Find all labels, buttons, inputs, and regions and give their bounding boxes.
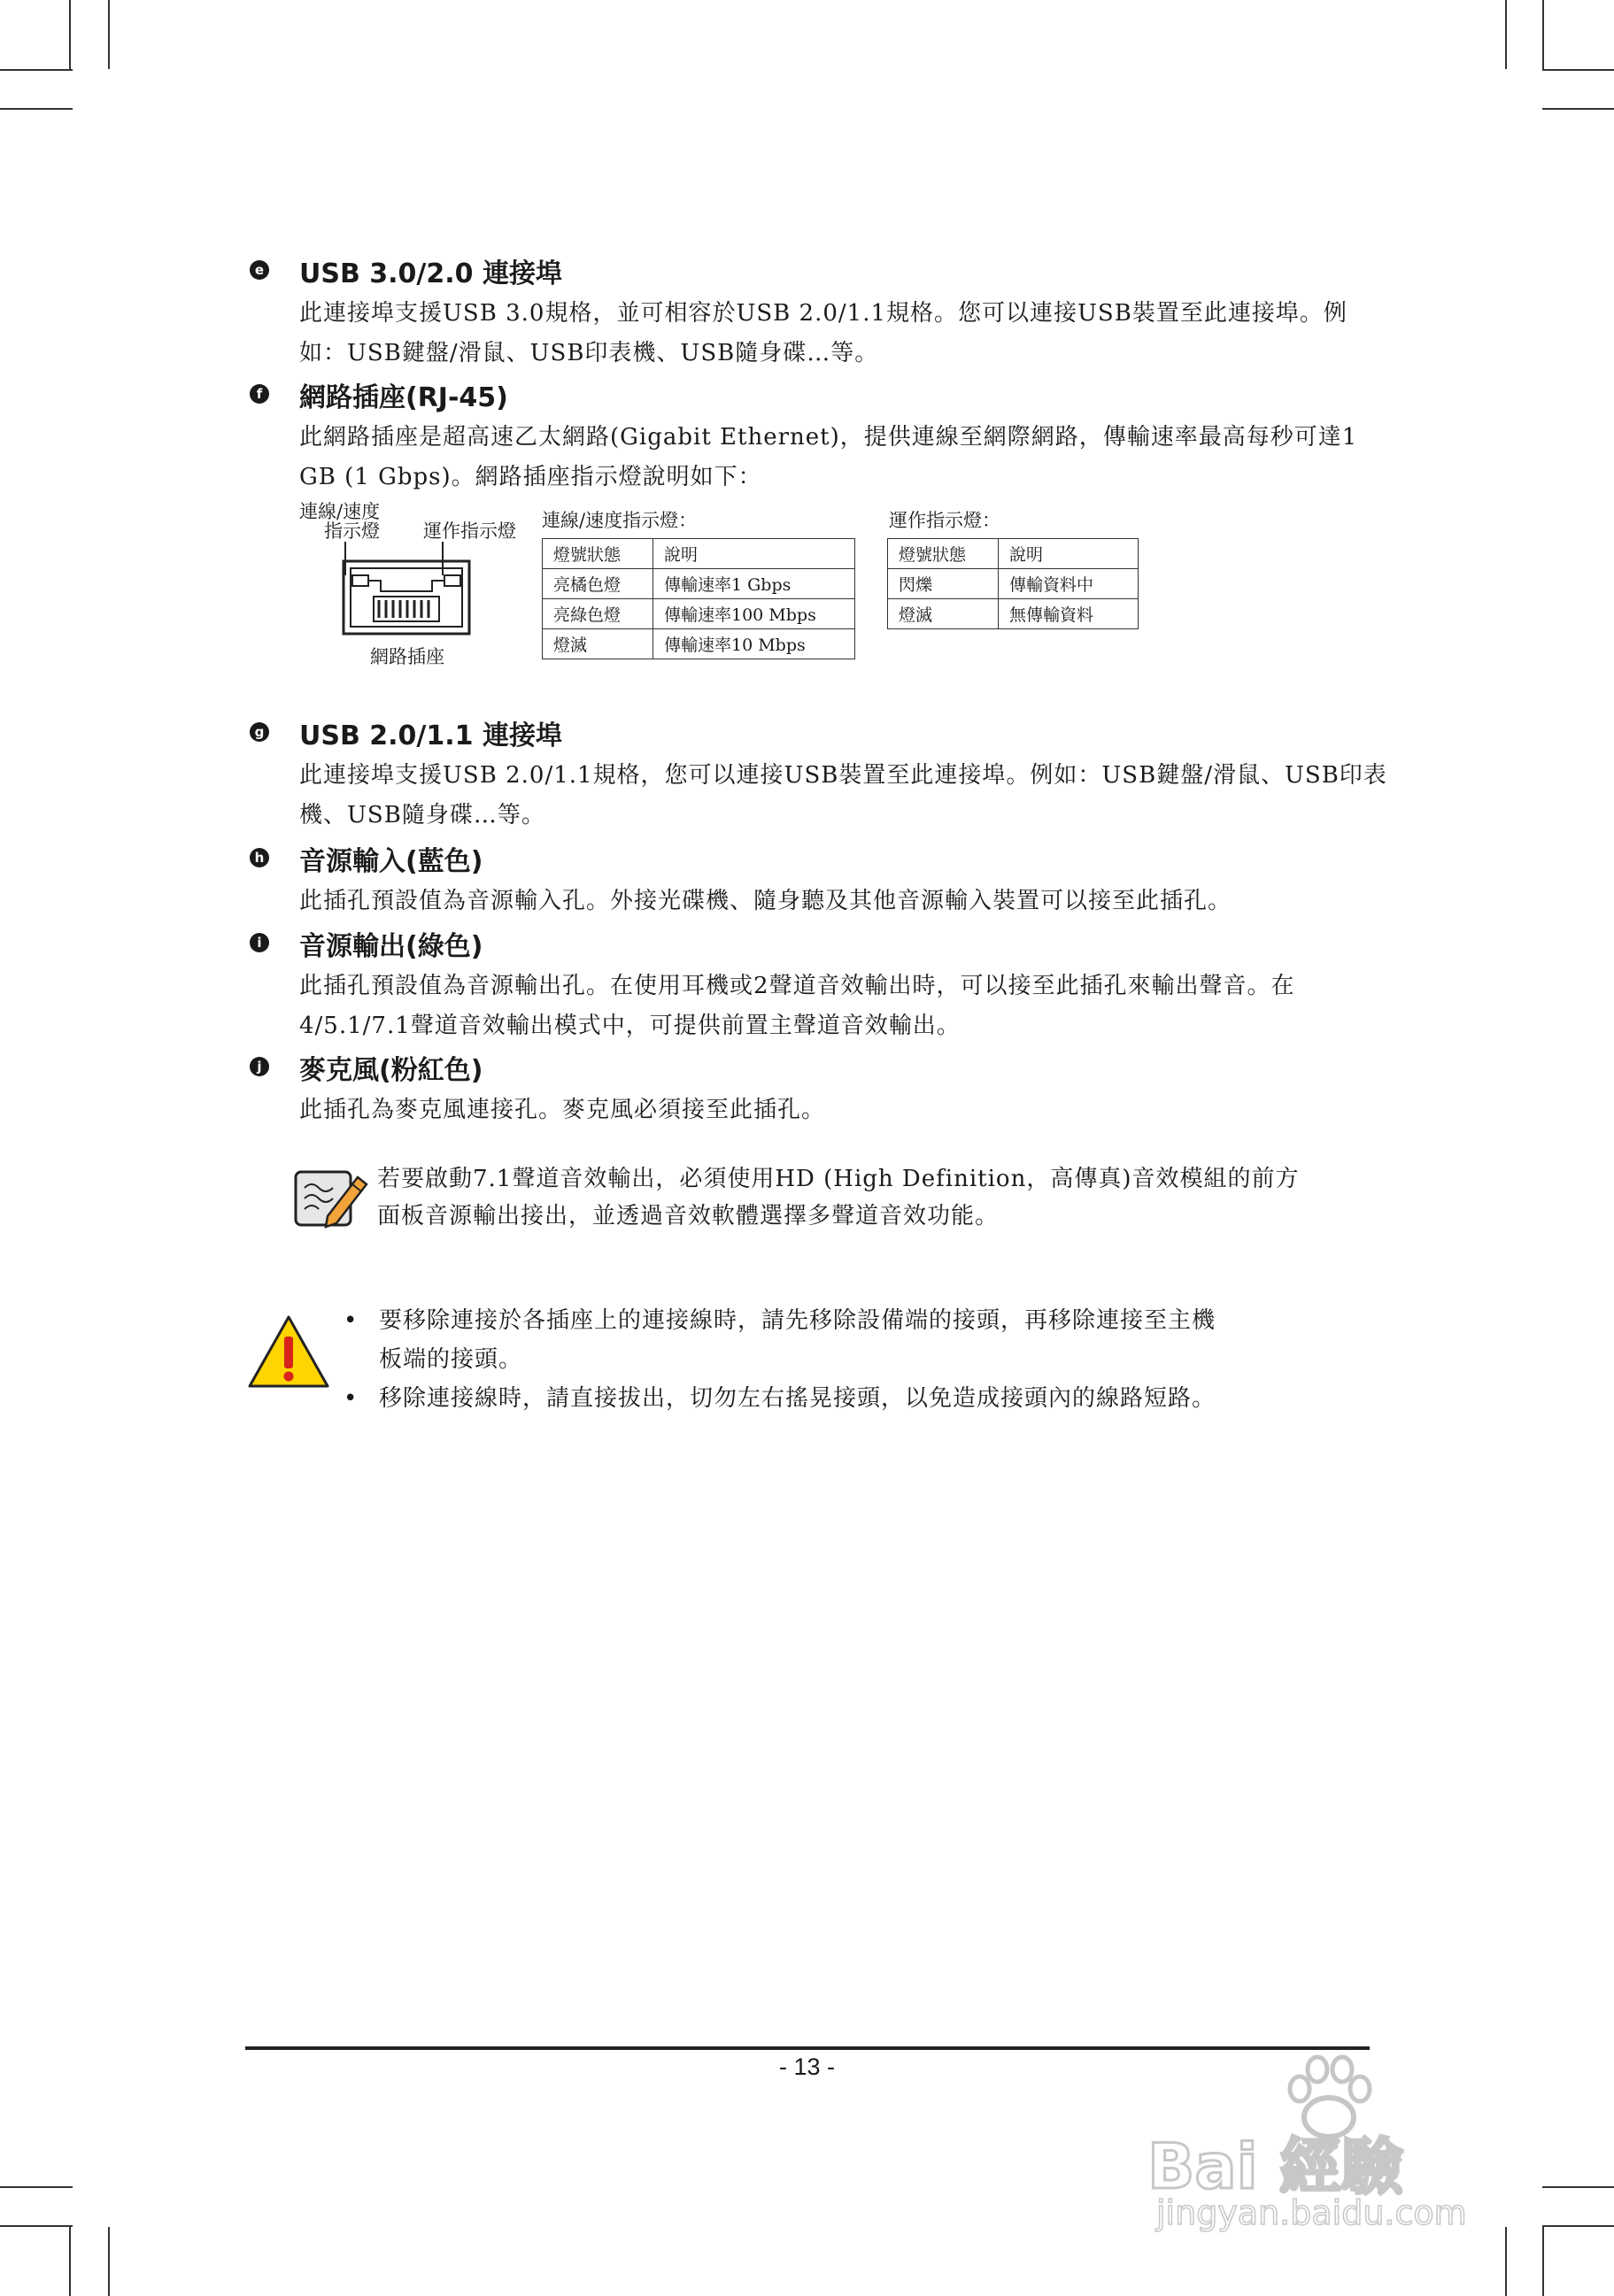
footer-rule — [245, 2046, 1370, 2050]
crop-mark — [108, 2227, 110, 2296]
section-title: 音源輸入(藍色) — [299, 846, 483, 877]
crop-mark — [1542, 2227, 1544, 2296]
note-text — [377, 1160, 1378, 1235]
crop-mark — [1542, 2225, 1614, 2227]
crop-mark — [1542, 0, 1544, 69]
warning-triangle-icon — [246, 1314, 331, 1391]
section-body: 此插孔預設值為音源輸入孔。外接光碟機、隨身聽及其他音源輸入裝置可以接至此插孔。 — [299, 888, 1232, 914]
warning-item — [344, 1379, 1379, 1418]
table-row — [888, 569, 1139, 599]
section-body: 此網路插座是超高速乙太網路(Gigabit Ethernet)，提供連線至網際網路，傳輸速率最高每秒可達1 GB (1 Gbps)。網路插座指示燈說明如下： — [299, 424, 1358, 490]
table-cell: 傳輸資料中 — [999, 569, 1139, 599]
link-speed-led-label: 連線/速度 — [299, 501, 381, 522]
section-title: USB 3.0/2.0 連接埠 — [299, 258, 562, 289]
table-cell: 亮綠色燈 — [543, 599, 653, 629]
section-line-out — [250, 924, 1392, 1046]
note-line: 若要啟動7.1聲道音效輸出，必須使用HD (High Definition，高傳真)音效模組的前方 — [377, 1166, 1300, 1192]
table-row — [888, 599, 1139, 629]
watermark-url: jingyan.baidu.com — [1156, 2193, 1467, 2232]
crop-mark — [1505, 0, 1507, 69]
warning-line: 要移除連接於各插座上的連接線時，請先移除設備端的接頭，再移除連接至主機 — [379, 1307, 1216, 1334]
section-body: 此插孔預設值為音源輸出孔。在使用耳機或2聲道音效輸出時，可以接至此插孔來輸出聲音。在4/5.1/7.1聲道音效輸出模式中，可提供前置主聲道音效輸出。 — [299, 973, 1295, 1039]
table-header: 燈號狀態 — [543, 539, 653, 569]
table-row — [543, 599, 855, 629]
section-marker: g — [250, 722, 269, 742]
activity-led-table — [887, 538, 1139, 629]
note-line: 面板音源輸出接出，並透過音效軟體選擇多聲道音效功能。 — [377, 1203, 1000, 1229]
port-label: 網路插座 — [370, 646, 444, 667]
table-row — [543, 629, 855, 659]
page-number: - 13 - — [778, 2053, 836, 2080]
warning-line: 移除連接線時，請直接拔出，切勿左右搖晃接頭，以免造成接頭內的線路短路。 — [379, 1385, 1216, 1412]
crop-mark — [0, 108, 73, 110]
crop-mark — [1542, 108, 1614, 110]
section-rj45 — [250, 375, 1392, 497]
table-cell: 燈滅 — [888, 599, 999, 629]
section-line-in — [250, 839, 1392, 921]
section-mic-in — [250, 1048, 1392, 1130]
section-marker: h — [250, 848, 269, 867]
table-header-row — [888, 539, 1139, 569]
section-title: 麥克風(粉紅色) — [299, 1055, 483, 1086]
section-title: 網路插座(RJ-45) — [299, 382, 508, 413]
table-cell: 閃爍 — [888, 569, 999, 599]
crop-mark — [1542, 69, 1614, 71]
link-led-table — [542, 538, 855, 659]
crop-mark — [0, 69, 73, 71]
bullet-dot: • — [344, 1385, 359, 1412]
table-row — [543, 569, 855, 599]
section-marker: i — [250, 933, 269, 952]
section-marker: e — [250, 260, 269, 280]
table-cell: 無傳輸資料 — [999, 599, 1139, 629]
section-marker: j — [250, 1057, 269, 1076]
rj45-diagram — [292, 497, 540, 683]
table-header: 說明 — [999, 539, 1139, 569]
activity-led-label: 運作指示燈 — [423, 520, 516, 542]
table-cell: 傳輸速率100 Mbps — [653, 599, 855, 629]
watermark-brand: Bai 經驗 — [1147, 2130, 1403, 2203]
crop-mark — [0, 2186, 73, 2188]
table-cell: 傳輸速率10 Mbps — [653, 629, 855, 659]
section-body: 此插孔為麥克風連接孔。麥克風必須接至此插孔。 — [299, 1097, 826, 1123]
table-header-row — [543, 539, 855, 569]
table-header: 說明 — [653, 539, 855, 569]
table-cell: 燈滅 — [543, 629, 653, 659]
table-header: 燈號狀態 — [888, 539, 999, 569]
activity-table-caption: 運作指示燈： — [889, 510, 1000, 531]
section-body: 此連接埠支援USB 2.0/1.1規格，您可以連接USB裝置至此連接埠。例如：USB鍵盤/滑鼠、USB印表機、USB隨身碟…等。 — [299, 762, 1387, 828]
crop-mark — [108, 0, 110, 69]
bullet-dot: • — [344, 1307, 359, 1334]
crop-mark — [69, 2227, 71, 2296]
section-body: 此連接埠支援USB 3.0規格，並可相容於USB 2.0/1.1規格。您可以連接USB裝置至此連接埠。例如：USB鍵盤/滑鼠、USB印表機、USB隨身碟…等。 — [299, 300, 1348, 366]
crop-mark — [69, 0, 71, 69]
warning-line: 板端的接頭。 — [379, 1346, 523, 1373]
section-usb20 — [250, 713, 1392, 836]
warning-item — [344, 1301, 1379, 1379]
table-cell: 亮橘色燈 — [543, 569, 653, 599]
note-pencil-icon — [292, 1165, 368, 1232]
section-marker: f — [250, 384, 269, 404]
link-speed-led-label: 指示燈 — [324, 520, 380, 542]
baidu-watermark — [1147, 2053, 1528, 2239]
crop-mark — [0, 2225, 73, 2227]
crop-mark — [1542, 2186, 1614, 2188]
section-usb30 — [250, 251, 1392, 374]
section-title: USB 2.0/1.1 連接埠 — [299, 720, 562, 751]
section-title: 音源輸出(綠色) — [299, 931, 483, 962]
table-cell: 傳輸速率1 Gbps — [653, 569, 855, 599]
link-table-caption: 連線/速度指示燈： — [542, 510, 698, 531]
